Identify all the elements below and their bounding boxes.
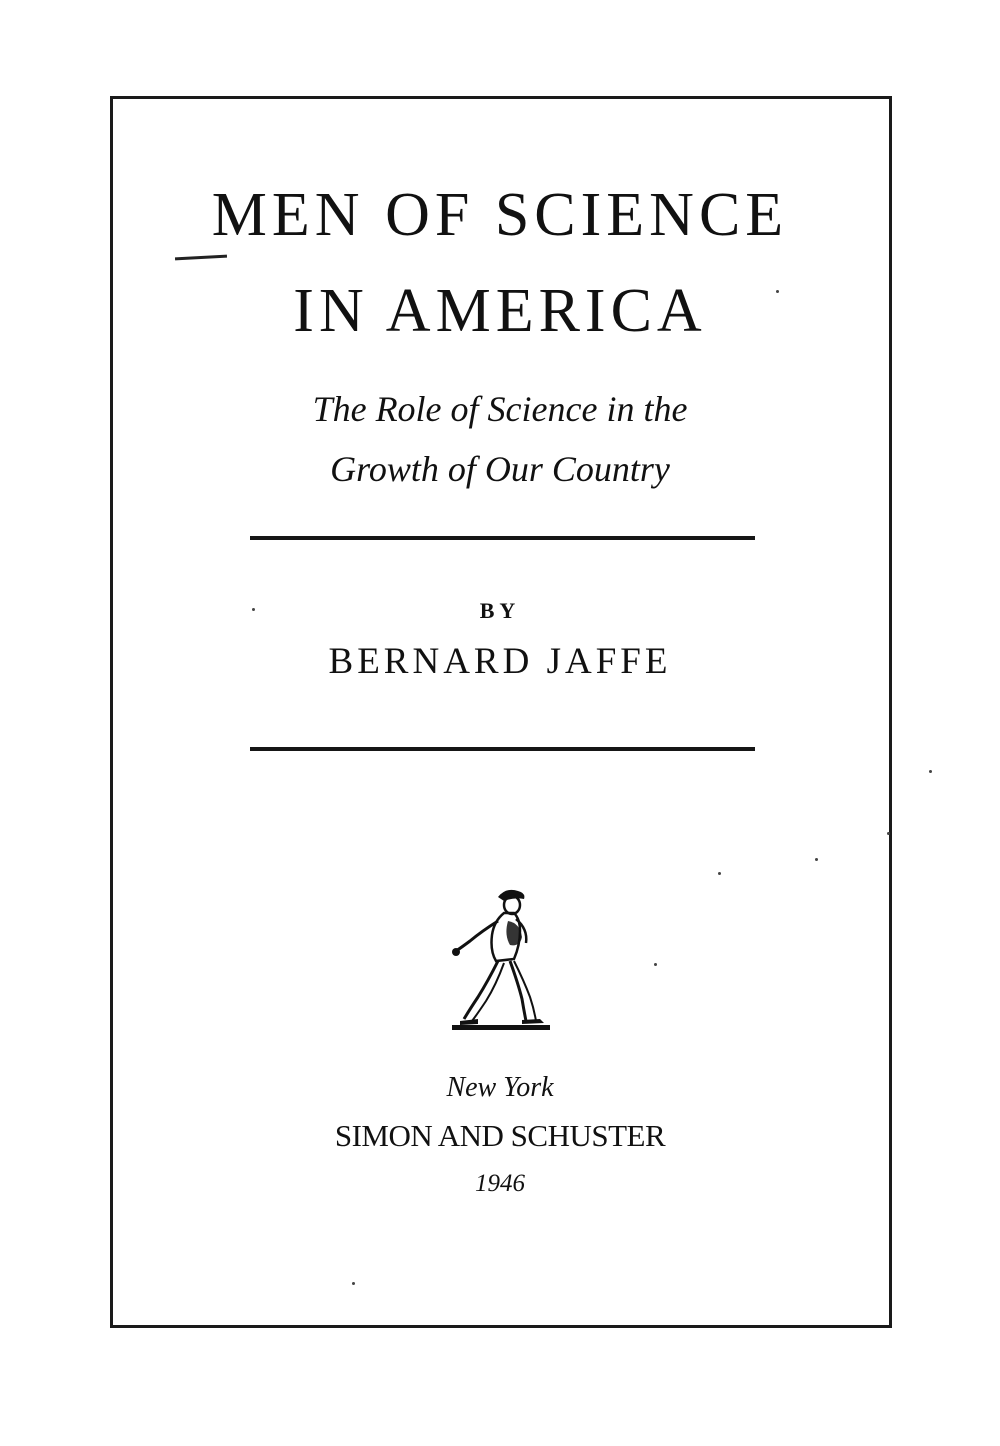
book-subtitle-line-2: Growth of Our Country [330,449,670,489]
scan-speck [352,1282,355,1285]
scan-speck [776,290,779,293]
bottom-divider-rule [250,747,755,751]
scan-speck [654,963,657,966]
publisher-name: SIMON AND SCHUSTER [334,1118,666,1153]
publisher-city: New York [446,1072,554,1103]
scan-speck [929,770,932,773]
book-title-line-2: IN AMERICA [293,277,707,345]
scan-speck [815,858,818,861]
book-subtitle-line-1: The Role of Science in the [312,389,688,429]
by-label: BY [479,598,521,623]
top-divider-rule [250,536,755,540]
publication-year: 1946 [475,1170,525,1197]
scan-speck [252,608,255,611]
scan-speck [718,872,721,875]
author-name: BERNARD JAFFE [328,641,672,682]
book-title-line-1: MEN OF SCIENCE [211,181,789,249]
sower-emblem-icon [448,885,554,1035]
scan-speck [887,832,890,835]
